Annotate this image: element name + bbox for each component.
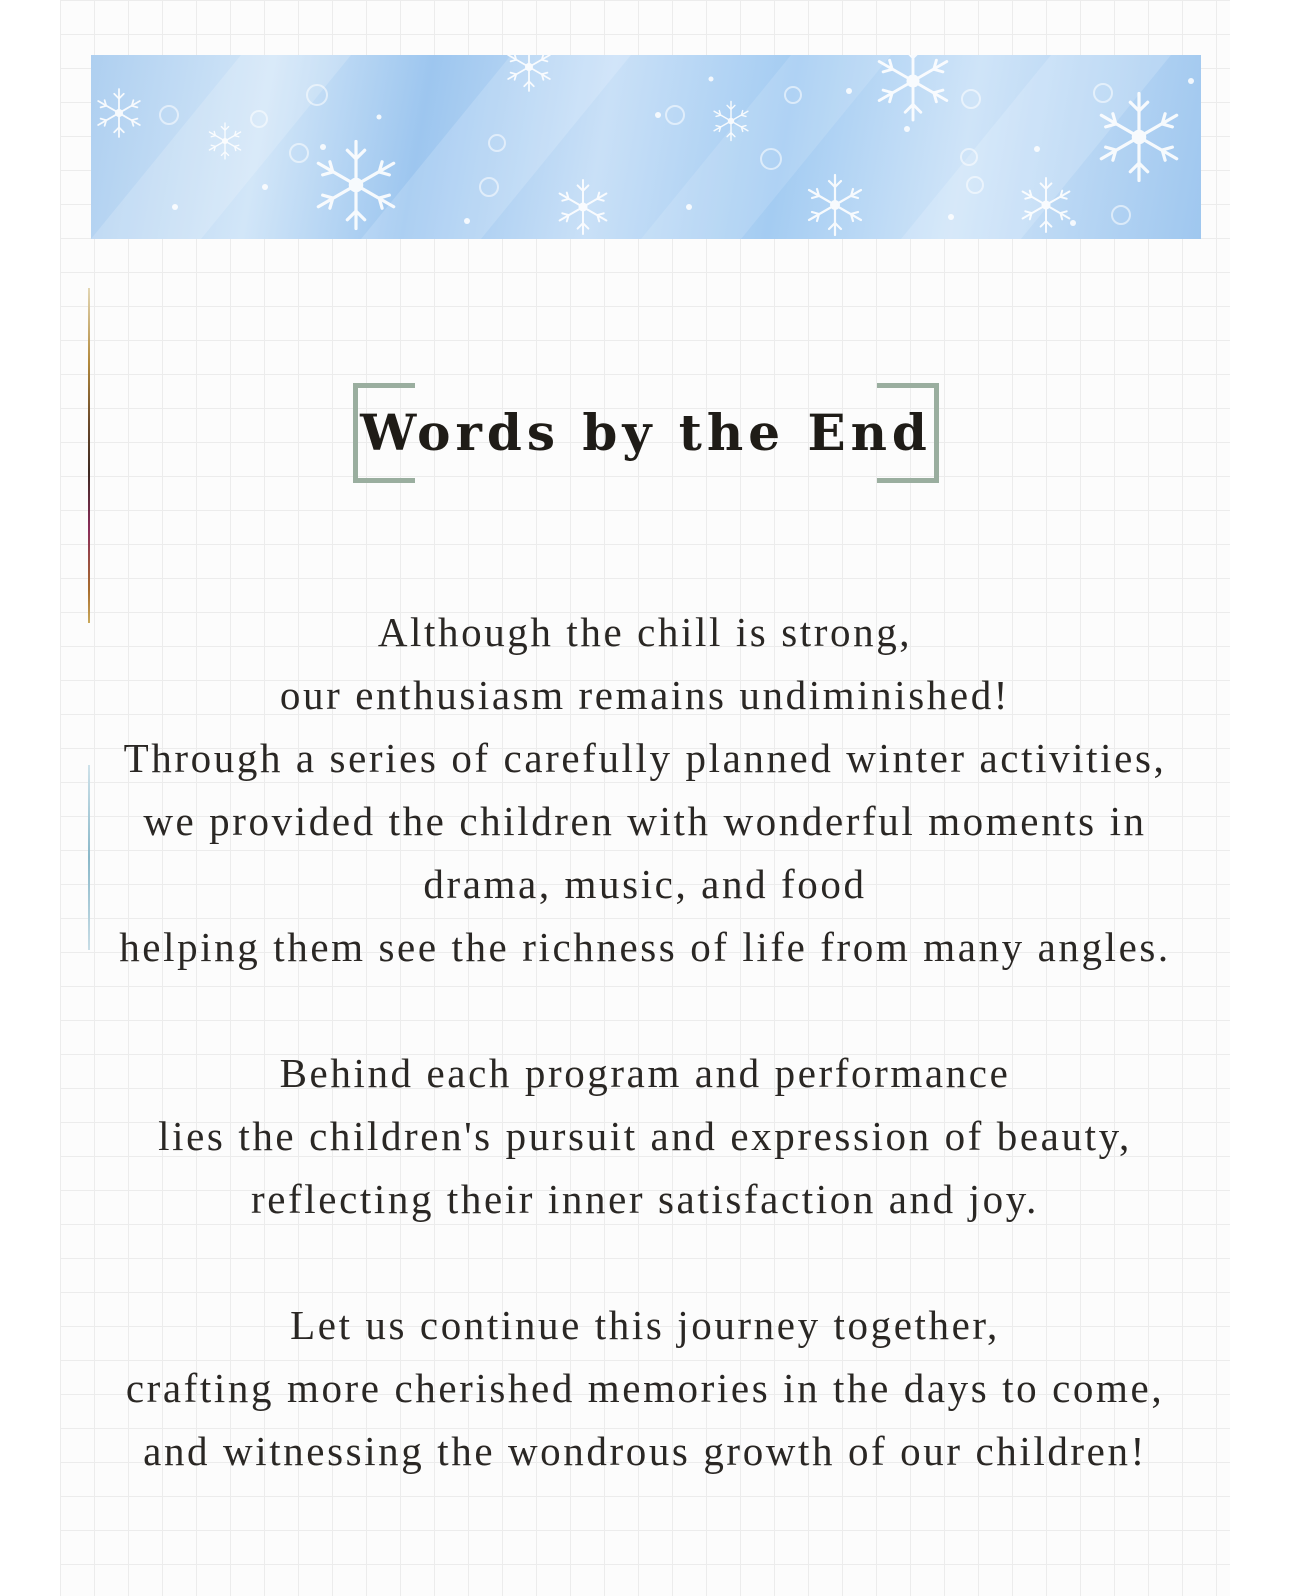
snowflake-pattern (91, 55, 1201, 239)
page-title: Words by the End (360, 403, 932, 462)
paragraph (60, 1294, 1230, 1483)
winter-snowflake-banner (91, 55, 1201, 239)
section-heading (353, 383, 939, 487)
text-line: drama, music, and food (423, 861, 867, 907)
text-line: our enthusiasm remains undiminished! (279, 672, 1011, 718)
decorative-accent-line (88, 288, 90, 623)
text-line: crafting more cherished memories in the days to come, (125, 1365, 1165, 1411)
text-line: Through a series of carefully planned winter activities, (123, 735, 1167, 781)
text-line: reflecting their inner satisfaction and joy. (251, 1176, 1039, 1222)
text-line: we provided the children with wonderful moments in (143, 798, 1147, 844)
closing-message (60, 601, 1230, 1483)
text-line: and witnessing the wondrous growth of our children! (143, 1428, 1147, 1474)
paragraph (60, 601, 1230, 979)
text-line: lies the children's pursuit and expression of beauty, (158, 1113, 1132, 1159)
paragraph (60, 1042, 1230, 1231)
text-line: Behind each program and performance (279, 1050, 1011, 1096)
text-line: Although the chill is strong, (377, 609, 913, 655)
text-line: Let us continue this journey together, (290, 1302, 1000, 1348)
article-page (60, 0, 1230, 1596)
text-line: helping them see the richness of life from many angles. (119, 924, 1171, 970)
